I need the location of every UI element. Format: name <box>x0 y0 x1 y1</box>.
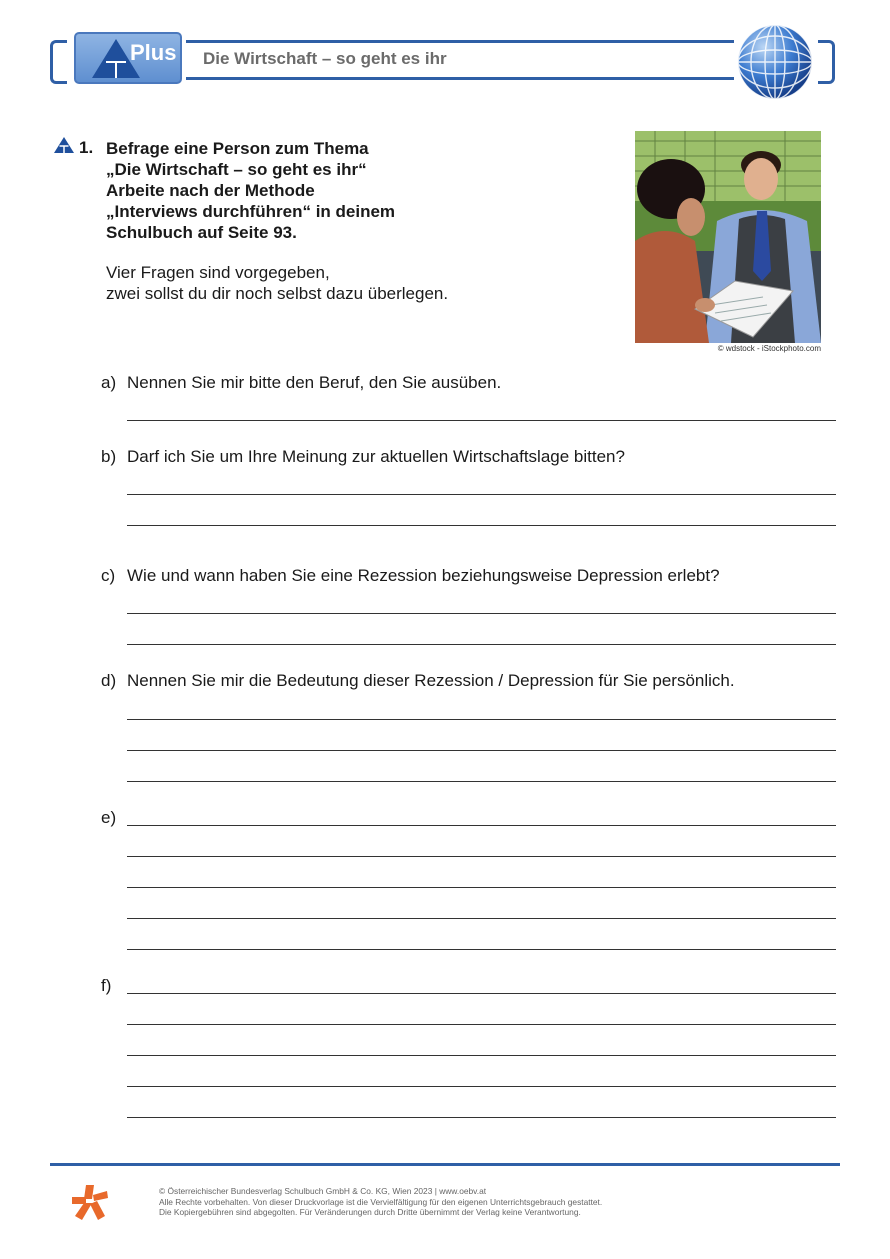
answer-line-c2[interactable] <box>127 644 836 645</box>
task-note <box>106 262 448 304</box>
answer-line-f5[interactable] <box>127 1117 836 1118</box>
question-label: d) <box>101 671 117 690</box>
question-label: f) <box>101 976 112 995</box>
page-title: Die Wirtschaft – so geht es ihr <box>203 49 447 68</box>
answer-line-d1[interactable] <box>127 719 836 720</box>
plus-logo <box>74 32 182 84</box>
header-bracket-left <box>50 40 67 84</box>
question-text: Nennen Sie mir bitte den Beruf, den Sie ausüben. <box>127 373 502 392</box>
photo-credit: © wdstock - iStockphoto.com <box>717 344 821 353</box>
logo-text: Plus <box>130 40 177 65</box>
header-bracket-right <box>818 40 835 84</box>
task-note-line: Vier Fragen sind vorgegeben, <box>106 263 330 282</box>
task-line: „Die Wirtschaft – so geht es ihr“ <box>106 160 367 179</box>
answer-line-c1[interactable] <box>127 613 836 614</box>
oebv-logo-icon <box>70 1183 110 1223</box>
footer-line: Alle Rechte vorbehalten. Von dieser Druckvorlage ist die Vervielfältigung für den eigenen Unterrichtsgebrauch gestattet. <box>159 1196 603 1207</box>
footer-line: Die Kopiergebühren sind abgegolten. Für Veränderungen durch Dritte übernimmt der Verlag keine Verantwortung. <box>159 1207 581 1217</box>
answer-line-e2[interactable] <box>127 856 836 857</box>
answer-line-e3[interactable] <box>127 887 836 888</box>
footer-copyright <box>159 1186 602 1218</box>
answer-line-f2[interactable] <box>127 1024 836 1025</box>
question-label: e) <box>101 808 117 827</box>
header-line-bottom <box>186 77 734 80</box>
task-line: Schulbuch auf Seite 93. <box>106 223 297 242</box>
answer-line-d2[interactable] <box>127 750 836 751</box>
question-f <box>101 976 127 996</box>
answer-line-e5[interactable] <box>127 949 836 950</box>
question-label: b) <box>101 447 117 466</box>
task-note-line: zwei sollst du dir noch selbst dazu überlegen. <box>106 284 449 303</box>
globe-icon <box>736 23 814 101</box>
task-line: Befrage eine Person zum Thema <box>106 139 369 158</box>
header-line-top <box>186 40 734 43</box>
task-pyramid-icon <box>53 136 75 154</box>
answer-line-b1[interactable] <box>127 494 836 495</box>
question-b <box>101 447 625 467</box>
task-line: Arbeite nach der Methode <box>106 181 315 200</box>
footer-line: © Österreichischer Bundesverlag Schulbuch GmbH & Co. KG, Wien 2023 | www.oebv.at <box>159 1186 487 1196</box>
footer-divider <box>50 1163 840 1166</box>
question-d <box>101 671 735 691</box>
answer-line-f3[interactable] <box>127 1055 836 1056</box>
question-e <box>101 808 127 828</box>
answer-line-e4[interactable] <box>127 918 836 919</box>
question-text: Wie und wann haben Sie eine Rezession beziehungsweise Depression erlebt? <box>127 566 720 585</box>
interview-photo <box>635 131 821 343</box>
question-a <box>101 373 501 393</box>
task-instructions <box>106 138 395 243</box>
question-label: c) <box>101 566 116 585</box>
answer-line-b2[interactable] <box>127 525 836 526</box>
question-text: Nennen Sie mir die Bedeutung dieser Rezession / Depression für Sie persönlich. <box>127 671 735 690</box>
question-label: a) <box>101 373 117 392</box>
answer-line-a1[interactable] <box>127 420 836 421</box>
task-line: „Interviews durchführen“ in deinem <box>106 202 396 221</box>
answer-line-f4[interactable] <box>127 1086 836 1087</box>
answer-line-e1[interactable] <box>127 825 836 826</box>
task-number: 1. <box>79 138 94 157</box>
answer-line-d3[interactable] <box>127 781 836 782</box>
answer-line-f1[interactable] <box>127 993 836 994</box>
question-text: Darf ich Sie um Ihre Meinung zur aktuellen Wirtschaftslage bitten? <box>127 447 625 466</box>
question-c <box>101 566 720 586</box>
